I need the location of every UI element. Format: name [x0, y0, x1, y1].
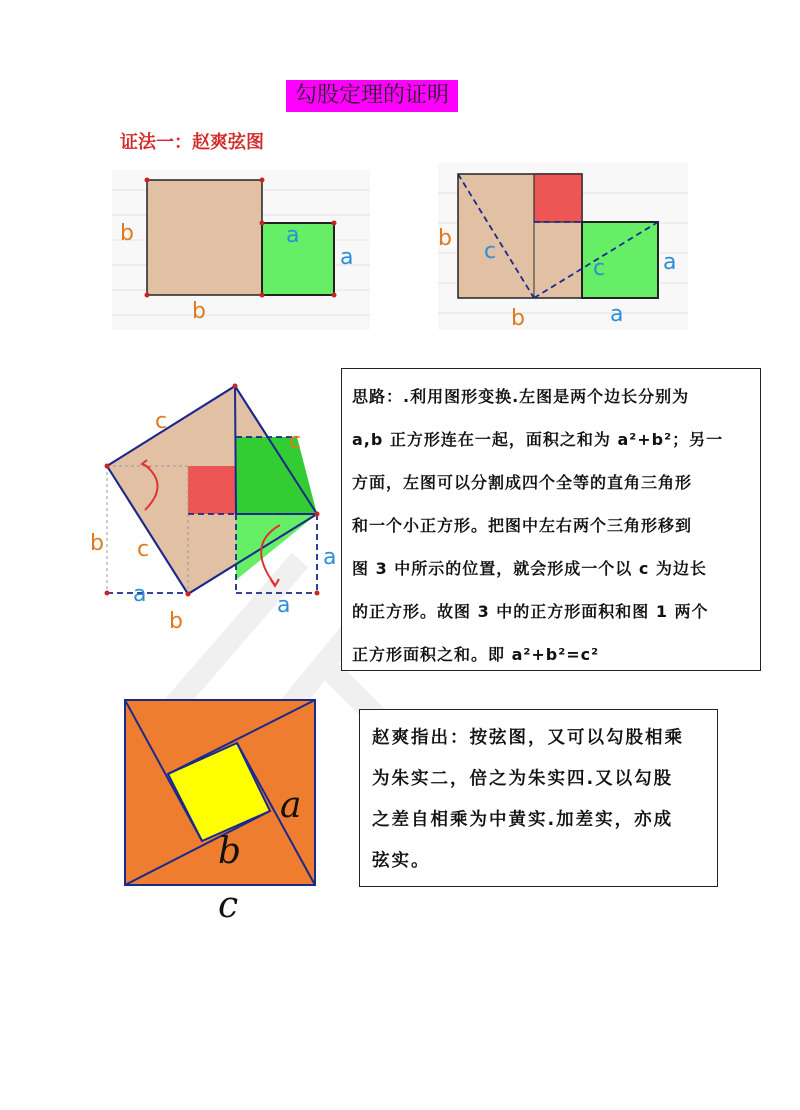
- section-subtitle: 证法一：赵爽弦图: [120, 132, 264, 153]
- label-b-bottom: b: [511, 306, 525, 331]
- label-b-left: b: [438, 226, 452, 251]
- square-b: [147, 180, 262, 295]
- label-a-right: a: [663, 250, 677, 275]
- label-a-bottom-2: a: [277, 593, 291, 618]
- explanation-line: 方面，左图可以分割成四个全等的直角三角形: [352, 473, 693, 492]
- label-c-right: c: [593, 256, 606, 281]
- figure-3-rotation: [85, 380, 345, 635]
- explanation-line: 的正方形。故图 3 中的正方形面积和图 1 两个: [352, 602, 709, 621]
- explanation-line: a,b 正方形连在一起，面积之和为 a²+b²；另一: [352, 430, 724, 449]
- label-a-right: a: [340, 245, 354, 270]
- quote-line: 赵爽指出：按弦图，又可以勾股相乘: [372, 728, 684, 748]
- explanation-line: 图 3 中所示的位置，就会形成一个以 c 为边长: [352, 559, 707, 578]
- figure-4-zhao-shuang-diagram: [120, 695, 330, 925]
- label-c: c: [218, 885, 239, 926]
- label-a-bottom-1: a: [133, 582, 147, 607]
- quote-box: [359, 709, 718, 887]
- label-c-top-right: c: [289, 429, 302, 454]
- label-b: b: [218, 831, 242, 872]
- small-red-square: [534, 174, 582, 222]
- figure-2-dissection: [438, 163, 688, 330]
- explanation-line: 思路：.利用图形变换.左图是两个边长分别为: [352, 387, 690, 406]
- explanation-line: 正方形面积之和。即 a²+b²=c²: [352, 645, 600, 664]
- label-b-bottom: b: [169, 609, 183, 634]
- label-b-bottom: b: [192, 299, 206, 324]
- label-a: a: [280, 785, 302, 826]
- explanation-box: [341, 368, 761, 671]
- label-c-top: c: [155, 409, 168, 434]
- label-b-left: b: [120, 221, 134, 246]
- quote-line: 弦实。: [372, 851, 431, 871]
- quote-line: 为朱实二，倍之为朱实四.又以勾股: [372, 769, 674, 789]
- explanation-line: 和一个小正方形。把图中左右两个三角形移到: [352, 516, 693, 535]
- label-a-right: a: [323, 545, 337, 570]
- label-b-left: b: [90, 531, 104, 556]
- label-c-mid: c: [137, 537, 150, 562]
- label-a-bottom: a: [610, 302, 624, 327]
- quote-line: 之差自相乘为中黄实.加差实，亦成: [372, 810, 674, 830]
- figure-1-two-squares: [112, 170, 370, 330]
- label-a-inner: a: [286, 223, 300, 248]
- label-c-left: c: [484, 239, 497, 264]
- page-title: 勾股定理的证明: [286, 80, 458, 112]
